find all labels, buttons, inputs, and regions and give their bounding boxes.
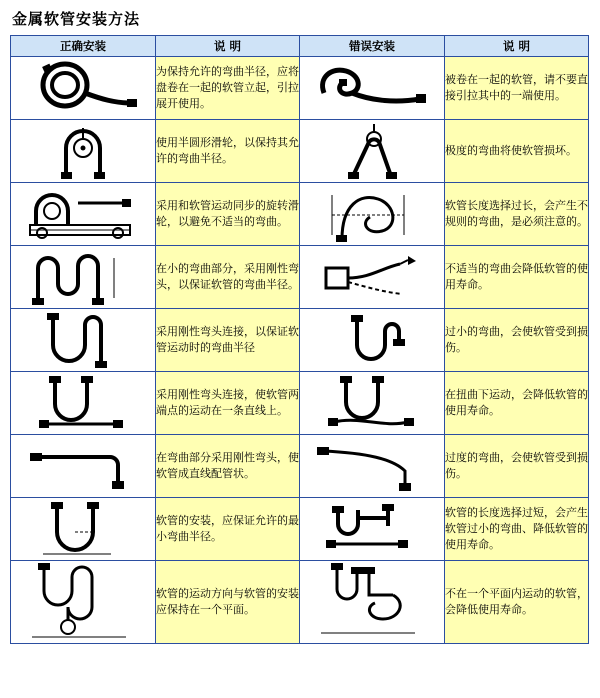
- table-row: [11, 498, 589, 561]
- table-row: [11, 561, 589, 644]
- description-text: 极度的弯曲将使软管损坏。: [445, 120, 589, 183]
- description-text: 软管的安装，应保证允许的最小弯曲半径。: [156, 498, 300, 561]
- min-bend-radius-install-icon: [11, 498, 156, 561]
- description-text: 过小的弯曲，会使软管受到损伤。: [445, 309, 589, 372]
- table-row: [11, 435, 589, 498]
- description-text: 使用半圆形滑轮，以保持其允许的弯曲半径。: [156, 120, 300, 183]
- same-plane-motion-icon: [11, 561, 156, 644]
- description-text: 软管长度选择过长，会产生不规则的弯曲，是必须注意的。: [445, 183, 589, 246]
- column-header-wrong-note: 说 明: [445, 36, 589, 57]
- table-row: [11, 246, 589, 309]
- sharp-bend-pulley-icon: [300, 120, 445, 183]
- coiled-hose-upright-icon: [11, 57, 156, 120]
- description-text: 软管的运动方向与软管的安装应保持在一个平面。: [156, 561, 300, 644]
- out-of-plane-motion-icon: [300, 561, 445, 644]
- description-text: 不适当的弯曲会降低软管的使用寿命。: [445, 246, 589, 309]
- description-text: 为保持允许的弯曲半径，应将盘卷在一起的软管立起，引拉展开使用。: [156, 57, 300, 120]
- installation-methods-table: [10, 35, 589, 644]
- coiled-hose-pulled-icon: [300, 57, 445, 120]
- synchronized-roller-icon: [11, 183, 156, 246]
- long-hose-irregular-bend-icon: [300, 183, 445, 246]
- description-text: 软管的长度选择过短，会产生软管过小的弯曲、降低软管的使用寿命。: [445, 498, 589, 561]
- too-long-hose-icon: [300, 498, 445, 561]
- rigid-elbow-connection-icon: [11, 309, 156, 372]
- twisted-u-bend-icon: [300, 372, 445, 435]
- semicircle-pulley-icon: [11, 120, 156, 183]
- excessive-bend-icon: [300, 435, 445, 498]
- table-row: [11, 309, 589, 372]
- column-header-wrong-install: 错误安装: [300, 36, 445, 57]
- table-row: [11, 120, 589, 183]
- u-bend-straight-line-icon: [11, 372, 156, 435]
- description-text: 在扭曲下运动，会降低软管的使用寿命。: [445, 372, 589, 435]
- description-text: 采用刚性弯头连接，以保证软管运动时的弯曲半径: [156, 309, 300, 372]
- rigid-bend-small-radius-icon: [11, 246, 156, 309]
- table-row: [11, 57, 589, 120]
- description-text: 不在一个平面内运动的软管，会降低使用寿命。: [445, 561, 589, 644]
- description-text: 采用和软管运动同步的旋转滑轮，以避免不适当的弯曲。: [156, 183, 300, 246]
- page-title: 金属软管安装方法: [12, 10, 141, 28]
- description-text: 过度的弯曲，会使软管受到损伤。: [445, 435, 589, 498]
- description-text: 被卷在一起的软管，请不要直接引拉其中的一端使用。: [445, 57, 589, 120]
- straight-pipe-elbow-icon: [11, 435, 156, 498]
- improper-bend-icon: [300, 246, 445, 309]
- column-header-correct-note: 说 明: [156, 36, 300, 57]
- table-row: [11, 372, 589, 435]
- description-text: 采用刚性弯头连接，使软管两端点的运动在一条直线上。: [156, 372, 300, 435]
- too-small-bend-icon: [300, 309, 445, 372]
- description-text: 在小的弯曲部分，采用刚性弯头，以保证软管的弯曲半径。: [156, 246, 300, 309]
- description-text: 在弯曲部分采用刚性弯头，使软管成直线配管状。: [156, 435, 300, 498]
- table-header-row: [11, 36, 589, 57]
- column-header-correct-install: 正确安装: [11, 36, 156, 57]
- table-row: [11, 183, 589, 246]
